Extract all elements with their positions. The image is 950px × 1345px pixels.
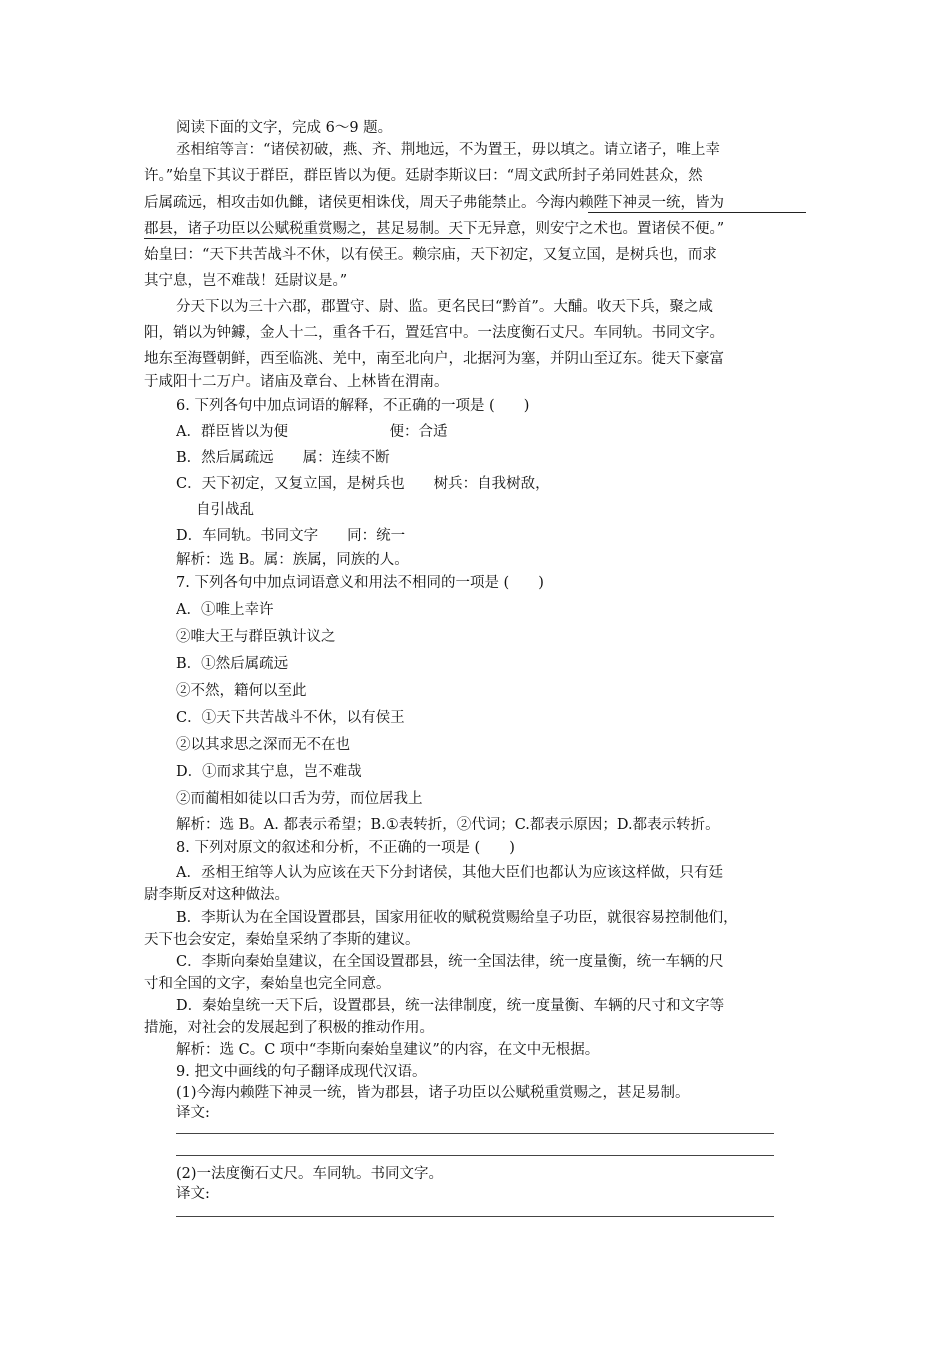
sentence-1: (1)今海内赖陛下神灵一统，皆为郡县，诸子功臣以公赋税重赏赐之，甚足易制。 [176, 1085, 690, 1101]
option: A．①唯上幸许 [176, 602, 274, 618]
question-6-stem: 6. 下列各句中加点词语的解释，不正确的一项是 ( ) [176, 398, 530, 414]
option: B．李斯认为在全国设置郡县，国家用征收的赋税赏赐给皇子功臣，就很容易控制他们， [176, 910, 738, 926]
option: ②以其求思之深而无不在也 [176, 737, 350, 753]
option: D．车同轨。书同文字 同：统一 [176, 528, 406, 544]
passage-line: 分天下以为三十六郡，郡置守、尉、监。更名民曰“黔首”。大酺。收天下兵，聚之咸 [176, 299, 713, 315]
question-9-stem: 9. 把文中画线的句子翻译成现代汉语。 [176, 1064, 427, 1080]
option: C．李斯向秦始皇建议，在全国设置郡县，统一全国法律，统一度量衡，统一车辆的尺 [176, 954, 724, 970]
passage-line: 始皇曰：“天下共苦战斗不休，以有侯王。赖宗庙，天下初定，又复立国，是树兵也，而求 [144, 247, 717, 263]
translation-label-1: 译文: [176, 1105, 210, 1121]
translation-label-2: 译文: [176, 1186, 210, 1202]
passage-line: 地东至海暨朝鲜，西至临洮、羌中，南至北向户，北据河为塞，并阴山至辽东。徙天下豪富 [144, 351, 724, 367]
option: ②唯大王与群臣孰计议之 [176, 629, 336, 645]
instruction: 阅读下面的文字，完成 6～9 题。 [176, 120, 393, 136]
option: A．群臣皆以为便 便：合适 [176, 424, 448, 440]
passage-line: 后属疏远，相攻击如仇雠，诸侯更相诛伐，周天子弗能禁止。今海内赖陛下神灵一统，皆为 [144, 195, 724, 211]
passage-line: 郡县，诸子功臣以公赋税重赏赐之，甚足易制。天下无异意，则安宁之术也。置诸侯不便。” [144, 221, 725, 237]
sentence-underline [144, 238, 470, 239]
option: D．①而求其宁息，岂不难哉 [176, 764, 362, 780]
passage-line: 于咸阳十二万户。诸庙及章台、上林皆在渭南。 [144, 374, 449, 390]
question-7-stem: 7. 下列各句中加点词语意义和用法不相同的一项是 ( ) [176, 575, 544, 591]
answer-6: 解析：选 B。属：族属，同族的人。 [176, 552, 409, 568]
option: B．①然后属疏远 [176, 656, 289, 672]
option-continuation: 天下也会安定，秦始皇采纳了李斯的建议。 [144, 932, 420, 948]
answer-line[interactable] [176, 1133, 774, 1134]
answer-8: 解析：选 C。C 项中“李斯向秦始皇建议”的内容，在文中无根据。 [176, 1042, 600, 1058]
option: B．然后属疏远 属：连续不断 [176, 450, 390, 466]
passage-line: 丞相绾等言：“诸侯初破，燕、齐、荆地远，不为置王，毋以填之。请立诸子，唯上幸 [176, 142, 720, 158]
question-8-stem: 8. 下列对原文的叙述和分析，不正确的一项是 ( ) [176, 840, 515, 856]
option: C．①天下共苦战斗不休，以有侯王 [176, 710, 405, 726]
passage-line: 许。”始皇下其议于群臣，群臣皆以为便。廷尉李斯议曰：“周文武所封子弟同姓甚众，然 [144, 168, 703, 184]
passage-line: 阳，销以为钟鐻，金人十二，重各千石，置廷宫中。一法度衡石丈尺。车同轨。书同文字。 [144, 325, 724, 341]
answer-line[interactable] [176, 1216, 774, 1217]
answer-7: 解析：选 B。A. 都表示希望；B.①表转折，②代词；C.都表示原因；D.都表示转折。 [176, 817, 720, 833]
option: C．天下初定，又复立国，是树兵也 树兵：自我树敌， [176, 476, 550, 492]
sentence-2: (2)一法度衡石丈尺。车同轨。书同文字。 [176, 1166, 444, 1182]
answer-line[interactable] [176, 1155, 774, 1156]
option-continuation: 措施，对社会的发展起到了积极的推动作用。 [144, 1020, 434, 1036]
option: D．秦始皇统一天下后，设置郡县，统一法律制度，统一度量衡、车辆的尺寸和文字等 [176, 998, 725, 1014]
option-continuation: 寸和全国的文字，秦始皇也完全同意。 [144, 976, 391, 992]
option: A．丞相王绾等人认为应该在天下分封诸侯，其他大臣们也都认为应该这样做，只有廷 [176, 865, 723, 881]
passage-line: 其宁息，岂不难哉！廷尉议是。” [144, 273, 348, 289]
option: ②而蔺相如徒以口舌为劳，而位居我上 [176, 791, 423, 807]
option: ②不然，籍何以至此 [176, 683, 307, 699]
sentence-underline [588, 212, 806, 213]
option-continuation: 尉李斯反对这种做法。 [144, 887, 289, 903]
option-continuation: 自引战乱 [196, 502, 254, 518]
